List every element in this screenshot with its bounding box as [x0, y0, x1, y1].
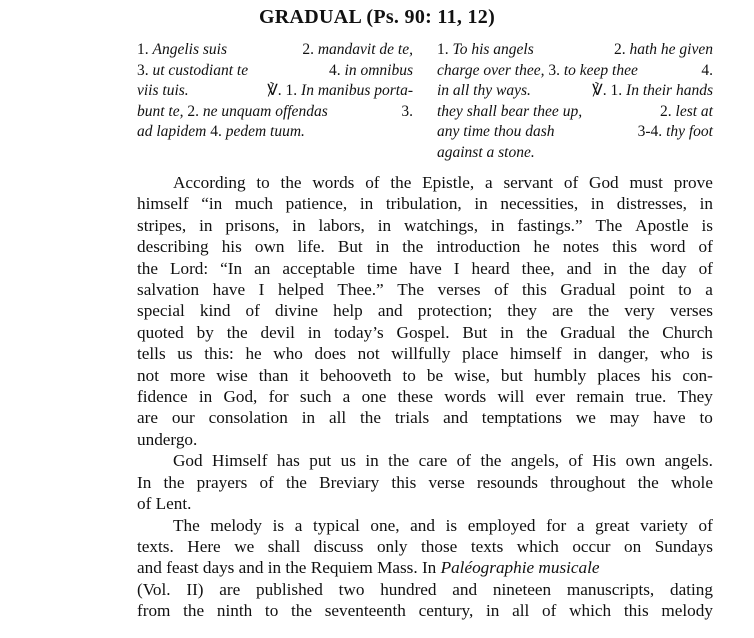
latin-text-column: [137, 40, 413, 143]
english-line: any time thou dash 3-4. thy foot: [437, 123, 713, 140]
latin-line: 3. ut custodiant te 4. in omnibus: [137, 61, 413, 79]
body-line: from the ninth to the seventeenth century, in all of which this melody: [137, 601, 713, 621]
body-line: the Lord: “In an acceptable time have I heard thee, and in the day of: [137, 258, 713, 278]
body-line: fidence in God, for such a one these words will ever remain true. They: [137, 387, 713, 407]
commentary-body: [137, 172, 713, 622]
body-line: According to the words of the Epistle, a servant of God must prove: [173, 173, 713, 192]
body-line: (Vol. II) are published two hundred and nineteen manuscripts, dating: [137, 579, 713, 599]
body-line: stripes, in prisons, in labors, in watchings, in fastings.” The Apostle is: [137, 215, 713, 235]
body-line: God Himself has put us in the care of the angels, of His own angels.: [173, 451, 713, 471]
body-line: quoted by the devil in today’s Gospel. But in the Gradual the Church: [137, 322, 713, 342]
latin-line: viis tuis. ℣. 1. In manibus porta-: [137, 82, 413, 99]
english-line: 1. To his angels 2. hath he given: [437, 41, 713, 58]
english-text-column: [437, 40, 713, 163]
body-line: undergo.: [137, 429, 198, 449]
body-line: are our consolation in all the trials and temptations we may have to: [137, 408, 713, 428]
page-title: [0, 6, 754, 29]
body-line: not more wise than it behooveth to be wise, but humbly places his con-: [137, 365, 713, 385]
body-line: In the prayers of the Breviary this verse resounds throughout the whole: [137, 472, 713, 492]
body-line: of Lent.: [137, 494, 192, 514]
body-line: describing his own life. But in the introduction he notes this word of: [137, 237, 713, 257]
body-line: The melody is a typical one, and is employed for a great variety of: [173, 515, 713, 535]
body-line: salvation have I helped Thee.” The verses of this Gradual point to a: [137, 280, 713, 300]
latin-line: 1. Angelis suis 2. mandavit de te,: [137, 41, 413, 58]
paleographie-title: Paléographie musicale: [440, 558, 600, 578]
gradual-title: GRADUAL: [258, 6, 362, 28]
body-line: texts. Here we shall discuss only those texts which occur on Sundays: [137, 536, 713, 556]
body-line: and feast days and in the Requiem Mass. In Paléographie musicale: [137, 558, 600, 578]
latin-line: ad lapidem 4. pedem tuum.: [137, 123, 305, 140]
psalm-reference: (Ps. 90: 11, 12): [366, 6, 496, 28]
english-line: against a stone.: [437, 143, 535, 161]
english-line: charge over thee, 3. to keep thee 4.: [437, 61, 713, 79]
body-line: tells us this: he who does not willfully place himself in danger, who is: [137, 344, 713, 364]
english-line: in all thy ways. ℣. 1. In their hands: [437, 82, 713, 99]
latin-line: bunt te, 2. ne unquam offendas 3.: [137, 102, 413, 120]
body-line: himself “in much patience, in tribulation, in necessities, in distresses, in: [137, 194, 713, 214]
body-line: special kind of divine help and protection; they are the very verses: [137, 301, 713, 321]
english-line: they shall bear thee up, 2. lest at: [437, 102, 713, 120]
